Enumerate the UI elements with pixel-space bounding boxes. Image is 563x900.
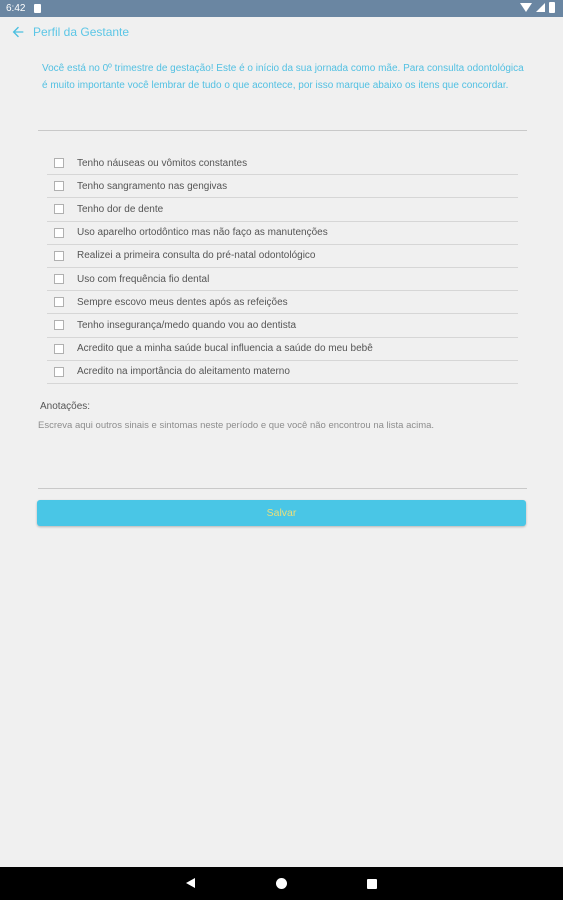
page-title: Perfil da Gestante [33, 25, 130, 39]
checkbox[interactable] [54, 158, 64, 168]
checklist-item-label: Realizei a primeira consulta do pré-natal odontológico [77, 250, 316, 262]
wifi-icon [520, 3, 532, 12]
save-button[interactable]: Salvar [37, 500, 526, 526]
divider [38, 130, 527, 131]
arrow-back-icon[interactable] [10, 24, 26, 40]
symptom-checklist [47, 152, 518, 384]
checklist-item[interactable] [47, 175, 518, 198]
battery-icon [549, 2, 555, 13]
checklist-item[interactable] [47, 314, 518, 337]
status-bar [0, 0, 563, 17]
checklist-item-label: Tenho náuseas ou vômitos constantes [77, 157, 248, 169]
nav-back-icon[interactable] [186, 878, 195, 888]
checklist-item-label: Tenho sangramento nas gengivas [77, 180, 228, 192]
checklist-item-label: Acredito que a minha saúde bucal influencia a saúde do meu bebê [77, 343, 373, 355]
checklist-item-label: Uso com frequência fio dental [77, 273, 210, 285]
nav-home-icon[interactable] [276, 878, 287, 889]
checklist-item[interactable] [47, 152, 518, 175]
status-icons [520, 2, 555, 13]
navigation-bar [0, 867, 563, 900]
checklist-item[interactable] [47, 245, 518, 268]
sd-card-icon [34, 4, 41, 13]
checkbox[interactable] [54, 204, 64, 214]
app-bar [0, 17, 563, 47]
checkbox[interactable] [54, 251, 64, 261]
checklist-item[interactable] [47, 198, 518, 221]
status-time: 6:42 [6, 3, 26, 14]
nav-recents-icon[interactable] [367, 879, 377, 889]
checklist-item-label: Sempre escovo meus dentes após as refeições [77, 296, 288, 308]
checklist-item[interactable] [47, 361, 518, 384]
checklist-item-label: Tenho dor de dente [77, 203, 164, 215]
checkbox[interactable] [54, 367, 64, 377]
checkbox[interactable] [54, 344, 64, 354]
checklist-item-label: Tenho insegurança/medo quando vou ao dentista [77, 319, 297, 331]
intro-text: Você está no 0º trimestre de gestação! Este é o início da sua jornada como mãe. Para consulta odontológica é muito importante você lembrar de tudo o que acontece, por isso marque abaixo os itens que concordar. [42, 63, 524, 91]
signal-icon [536, 3, 545, 12]
checklist-item-label: Uso aparelho ortodôntico mas não faço as manutenções [77, 227, 328, 239]
checklist-item[interactable] [47, 222, 518, 245]
checkbox[interactable] [54, 181, 64, 191]
checkbox[interactable] [54, 274, 64, 284]
checklist-item[interactable] [47, 291, 518, 314]
notes-label: Anotações: [40, 401, 91, 412]
checklist-item[interactable] [47, 338, 518, 361]
checkbox[interactable] [54, 320, 64, 330]
checklist-item[interactable] [47, 268, 518, 291]
checkbox[interactable] [54, 297, 64, 307]
notes-input[interactable] [38, 418, 527, 489]
checklist-item-label: Acredito na importância do aleitamento materno [77, 366, 290, 378]
checkbox[interactable] [54, 228, 64, 238]
